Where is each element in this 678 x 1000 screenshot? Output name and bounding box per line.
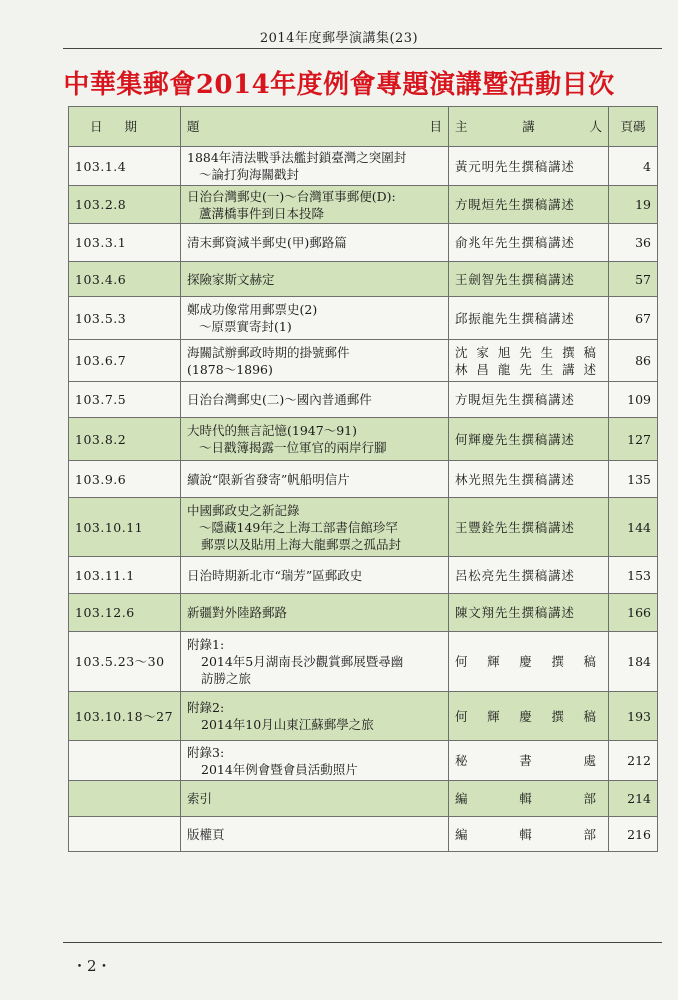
contents-table — [68, 106, 658, 852]
cell-date: 103.3.1 — [69, 224, 181, 262]
table-row — [69, 817, 658, 852]
topic-line: 清末郵資減半郵史(甲)郵路篇 — [187, 235, 347, 250]
speaker-line: 林昌龍先生講述 — [455, 361, 596, 377]
speaker-line: 方睍烜先生撰稿講述 — [455, 392, 575, 407]
topic-line: 日治時期新北市“瑞芳”區郵政史 — [187, 567, 363, 583]
table-row — [69, 224, 658, 262]
table-row — [69, 594, 658, 632]
cell-date: 103.1.4 — [69, 147, 181, 186]
cell-speaker — [449, 781, 609, 817]
page-number: ・2・ — [72, 957, 112, 975]
header-topic: 題目 — [181, 107, 449, 147]
cell-speaker — [449, 557, 609, 594]
cell-topic — [181, 262, 449, 297]
cell-page: 212 — [609, 741, 658, 781]
header-date: 日期 — [69, 107, 181, 147]
cell-date: 103.7.5 — [69, 382, 181, 418]
table-row — [69, 741, 658, 781]
cell-date: 103.2.8 — [69, 186, 181, 224]
cell-speaker — [449, 632, 609, 692]
cell-page: 57 — [609, 262, 658, 297]
cell-speaker — [449, 461, 609, 498]
cell-speaker — [449, 186, 609, 224]
cell-date: 103.10.11 — [69, 498, 181, 557]
cell-page: 184 — [609, 632, 658, 692]
topic-line: 〜隱藏149年之上海工部書信館珍罕 — [199, 519, 398, 535]
speaker-line: 邱振龍先生撰稿講述 — [455, 310, 575, 326]
table-row — [69, 461, 658, 498]
topic-line: 日治台灣郵史(二)〜國內普通郵件 — [187, 392, 372, 407]
topic-line: 郵票以及貼用上海大龍郵票之孤品封 — [201, 536, 402, 552]
cell-date: 103.9.6 — [69, 461, 181, 498]
topic-line: 鄭成功像常用郵票史(2) — [187, 302, 318, 317]
cell-speaker — [449, 498, 609, 557]
speaker-line: 何輝慶先生撰稿講述 — [455, 431, 575, 447]
cell-speaker — [449, 382, 609, 418]
topic-line: 新疆對外陸路郵路 — [187, 605, 288, 620]
cell-speaker — [449, 297, 609, 340]
cell-topic — [181, 741, 449, 781]
cell-topic — [181, 498, 449, 557]
table-header-row — [69, 107, 658, 147]
cell-date — [69, 781, 181, 817]
cell-page: 153 — [609, 557, 658, 594]
cell-page: 4 — [609, 147, 658, 186]
table-body — [69, 147, 658, 852]
speaker-line: 王豐銓先生撰稿講述 — [455, 519, 575, 535]
cell-page: 36 — [609, 224, 658, 262]
speaker-line: 何輝慶撰稿 — [455, 654, 596, 669]
cell-page: 19 — [609, 186, 658, 224]
speaker-line: 黃元明先生撰稿講述 — [455, 158, 575, 174]
cell-date: 103.8.2 — [69, 418, 181, 461]
topic-line: 日治台灣郵史(一)〜台灣軍事郵便(D): — [187, 188, 396, 204]
table-row — [69, 262, 658, 297]
cell-date: 103.10.18〜27 — [69, 692, 181, 741]
cell-date: 103.5.3 — [69, 297, 181, 340]
table-row — [69, 418, 658, 461]
speaker-line: 王劍智先生撰稿講述 — [455, 271, 575, 287]
cell-speaker — [449, 741, 609, 781]
cell-topic — [181, 817, 449, 852]
cell-page: 166 — [609, 594, 658, 632]
cell-speaker — [449, 224, 609, 262]
table-row — [69, 186, 658, 224]
footer-rule — [63, 942, 662, 943]
topic-line: 附錄2: — [187, 700, 225, 715]
cell-speaker — [449, 594, 609, 632]
cell-page: 86 — [609, 340, 658, 382]
header-page: 頁碼 — [609, 107, 658, 147]
cell-topic — [181, 781, 449, 817]
speaker-line: 陳文翔先生撰稿講述 — [455, 605, 575, 620]
speaker-line: 編輯部 — [455, 826, 596, 842]
topic-line: 索引 — [187, 791, 213, 806]
speaker-line: 編輯部 — [455, 791, 596, 806]
cell-topic — [181, 382, 449, 418]
speaker-line: 何輝慶撰稿 — [455, 708, 596, 724]
speaker-line: 俞兆年先生撰稿講述 — [455, 235, 575, 250]
cell-topic — [181, 147, 449, 186]
cell-topic — [181, 461, 449, 498]
cell-speaker — [449, 147, 609, 186]
cell-date — [69, 817, 181, 852]
table-row — [69, 632, 658, 692]
speaker-line: 呂松亮先生撰稿講述 — [455, 567, 575, 583]
header-speaker: 主講人 — [449, 107, 609, 147]
running-head: 2014年度郵學演講集(23) — [259, 31, 419, 46]
cell-topic — [181, 418, 449, 461]
cell-topic — [181, 340, 449, 382]
cell-page: 127 — [609, 418, 658, 461]
topic-line: 2014年10月山東江蘇郵學之旅 — [201, 717, 374, 732]
cell-page: 144 — [609, 498, 658, 557]
table-row — [69, 557, 658, 594]
cell-topic — [181, 297, 449, 340]
table-row — [69, 297, 658, 340]
cell-date: 103.12.6 — [69, 594, 181, 632]
topic-line: 大時代的無言記憶(1947〜91) — [187, 423, 357, 438]
speaker-line: 林光照先生撰稿講述 — [455, 471, 575, 487]
cell-speaker — [449, 692, 609, 741]
cell-speaker — [449, 418, 609, 461]
cell-page: 135 — [609, 461, 658, 498]
header-rule — [63, 48, 662, 49]
topic-line: 訪勝之旅 — [201, 671, 252, 686]
cell-topic — [181, 692, 449, 741]
cell-page: 214 — [609, 781, 658, 817]
table-row — [69, 382, 658, 418]
cell-date: 103.4.6 — [69, 262, 181, 297]
page-title: 中華集郵會2014年度例會專題演講暨活動目次 — [63, 70, 615, 100]
topic-line: 1884年清法戰爭法艦封鎖臺灣之突圍封 — [187, 150, 407, 165]
cell-topic — [181, 557, 449, 594]
topic-line: 中國郵政史之新記錄 — [187, 502, 300, 518]
topic-line: 附錄3: — [187, 744, 225, 760]
table-row — [69, 781, 658, 817]
cell-date: 103.5.23〜30 — [69, 632, 181, 692]
table-row — [69, 692, 658, 741]
cell-page: 109 — [609, 382, 658, 418]
topic-line: 〜日戳簿揭露一位軍官的兩岸行腳 — [199, 440, 387, 455]
cell-topic — [181, 224, 449, 262]
cell-speaker — [449, 262, 609, 297]
table-row — [69, 340, 658, 382]
cell-page: 193 — [609, 692, 658, 741]
cell-speaker — [449, 340, 609, 382]
topic-line: 續說“限新省發寄”帆船明信片 — [187, 471, 350, 487]
topic-line: 探險家斯文赫定 — [187, 271, 275, 287]
cell-date — [69, 741, 181, 781]
topic-line: 附錄1: — [187, 637, 225, 652]
topic-line: 〜原票實寄封(1) — [199, 319, 292, 334]
table-row — [69, 498, 658, 557]
speaker-line: 秘書處 — [455, 753, 596, 768]
topic-line: 海關試辦郵政時期的掛號郵件 — [187, 344, 350, 360]
cell-topic — [181, 186, 449, 224]
cell-page: 216 — [609, 817, 658, 852]
cell-topic — [181, 594, 449, 632]
topic-line: 2014年5月湖南長沙觀賞郵展暨尋幽 — [201, 654, 404, 669]
speaker-line: 沈家旭先生撰稿 — [455, 344, 596, 360]
cell-speaker — [449, 817, 609, 852]
cell-page: 67 — [609, 297, 658, 340]
cell-date: 103.6.7 — [69, 340, 181, 382]
topic-line: 〜論打狗海關戳封 — [199, 167, 300, 182]
topic-line: 蘆溝橋事件到日本投降 — [199, 205, 325, 221]
cell-date: 103.11.1 — [69, 557, 181, 594]
topic-line: 版權頁 — [187, 826, 225, 842]
cell-topic — [181, 632, 449, 692]
table-row — [69, 147, 658, 186]
topic-line: 2014年例會暨會員活動照片 — [201, 761, 358, 777]
speaker-line: 方睍烜先生撰稿講述 — [455, 197, 575, 212]
topic-line: (1878〜1896) — [187, 361, 273, 377]
